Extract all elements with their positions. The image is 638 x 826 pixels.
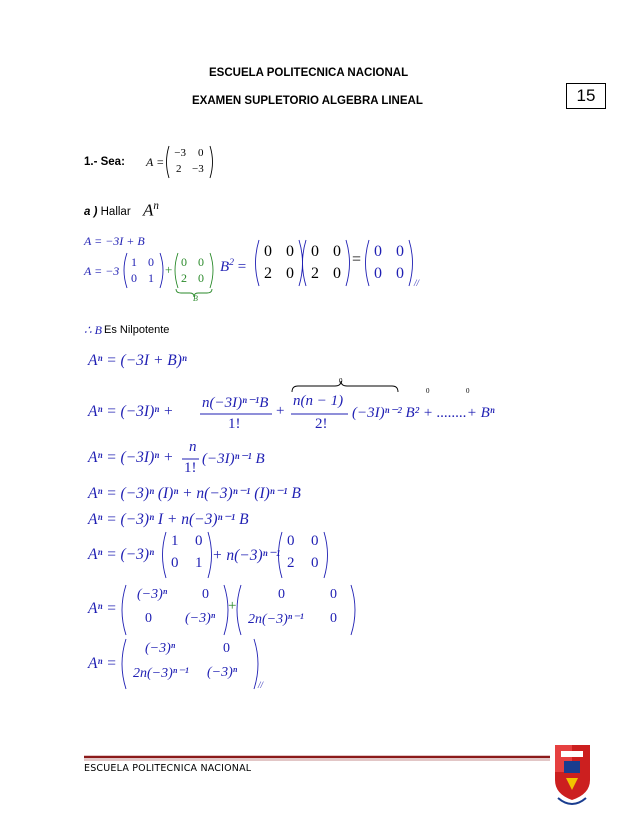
step-6-b: 0 0 2 0 bbox=[287, 533, 319, 571]
step-2-den1: 1! bbox=[228, 416, 241, 432]
step-7-plus: + bbox=[228, 598, 237, 614]
paren bbox=[210, 253, 213, 288]
step-2-num1: n(−3I)ⁿ⁻¹B bbox=[202, 395, 269, 411]
problem-eq: A = bbox=[146, 155, 165, 169]
end-mark-1: // bbox=[414, 278, 420, 288]
step-7-matrix-2: 0 0 2n(−3)ⁿ⁻¹ 0 bbox=[248, 587, 337, 627]
step-7-matrix-1: (−3)ⁿ 0 0 (−3)ⁿ bbox=[137, 587, 216, 626]
paren bbox=[163, 532, 167, 578]
step-3-num: n bbox=[189, 439, 197, 455]
paren bbox=[279, 532, 283, 578]
paren bbox=[237, 585, 241, 635]
zero-over-b2: 0 bbox=[426, 387, 430, 395]
paren bbox=[210, 146, 213, 178]
step-2-lhs: Aⁿ = (−3I)ⁿ + bbox=[88, 403, 174, 420]
step-8-matrix: (−3)ⁿ 0 2n(−3)ⁿ⁻¹ (−3)ⁿ bbox=[133, 641, 238, 681]
paren bbox=[409, 240, 413, 286]
step-3-den: 1! bbox=[184, 460, 197, 476]
paren bbox=[175, 253, 178, 288]
paren bbox=[256, 240, 260, 286]
plus-sign: + bbox=[165, 262, 173, 277]
step-8-lhs: Aⁿ = bbox=[88, 655, 117, 672]
paren bbox=[224, 585, 228, 635]
step-2-plus: + bbox=[276, 403, 285, 419]
b-matrix-small: 0 0 2 0 bbox=[181, 255, 204, 285]
paren bbox=[324, 532, 328, 578]
paren bbox=[299, 240, 303, 286]
footer-text: ESCUELA POLITECNICA NACIONAL bbox=[84, 763, 252, 774]
step-5: Aⁿ = (−3)ⁿ I + n(−3)ⁿ⁻¹ B bbox=[88, 511, 249, 528]
paren bbox=[208, 532, 212, 578]
exam-title: EXAMEN SUPLETORIO ALGEBRA LINEAL bbox=[192, 95, 423, 107]
step-4: Aⁿ = (−3)ⁿ (I)ⁿ + n(−3)ⁿ⁻¹ (I)ⁿ⁻¹ B bbox=[88, 485, 301, 502]
step-2-den2: 2! bbox=[315, 416, 328, 432]
page-number: 15 bbox=[566, 83, 606, 109]
paren bbox=[346, 240, 350, 286]
identity-matrix-small: 1 0 0 1 bbox=[131, 255, 154, 285]
zero-over-bn: 0 bbox=[466, 387, 470, 395]
b-squared-lhs: $B^2$ = bbox=[220, 257, 247, 275]
step-6-identity: 1 0 0 1 bbox=[171, 533, 203, 571]
paren bbox=[124, 253, 127, 288]
part-a-heading: a ) Hallar bbox=[84, 206, 131, 218]
step-2-num2: n(n − 1) bbox=[293, 393, 344, 409]
decomp-line1: A = −3I + B bbox=[84, 234, 145, 248]
step-6-mid: + n(−3)ⁿ⁻¹ bbox=[212, 547, 281, 564]
paren bbox=[366, 240, 370, 286]
step-3-tail: (−3I)ⁿ⁻¹ B bbox=[202, 451, 265, 467]
decomp-line2: A = −3 bbox=[84, 264, 120, 278]
step-2-tail: (−3I)ⁿ⁻² B² + ........+ Bⁿ bbox=[352, 405, 495, 421]
therefore-b: ∴ B bbox=[84, 323, 102, 337]
step-1: Aⁿ = (−3I + B)ⁿ bbox=[88, 352, 187, 369]
b-sq-matrix-2: 0 0 2 0 bbox=[311, 243, 341, 282]
school-heading: ESCUELA POLITECNICA NACIONAL bbox=[209, 67, 409, 79]
paren bbox=[254, 639, 258, 689]
paren bbox=[160, 253, 163, 288]
paren bbox=[351, 585, 355, 635]
paren bbox=[122, 585, 126, 635]
end-mark-2: // bbox=[258, 680, 264, 690]
nilpotent-text: Es Nilpotente bbox=[104, 324, 170, 336]
paren bbox=[167, 146, 170, 178]
part-a-power: $A^n$ bbox=[143, 200, 159, 220]
step-3-lhs: Aⁿ = (−3I)ⁿ + bbox=[88, 449, 174, 466]
epn-crest-icon bbox=[555, 745, 590, 804]
b-underbrace-label: B bbox=[193, 294, 198, 303]
zero-over-brace: 0 bbox=[339, 377, 343, 385]
overbrace bbox=[292, 381, 398, 392]
paren bbox=[122, 639, 126, 689]
step-6-lhs: Aⁿ = (−3)ⁿ bbox=[88, 546, 154, 563]
problem-label: 1.- Sea: bbox=[84, 156, 125, 168]
b-sq-matrix-1: 0 0 2 0 bbox=[264, 243, 294, 282]
paren bbox=[303, 240, 307, 286]
b-sq-equals: = bbox=[352, 251, 362, 268]
underbrace bbox=[176, 289, 212, 297]
step-7-lhs: Aⁿ = bbox=[88, 600, 117, 617]
zero-matrix: 0 0 0 0 bbox=[374, 243, 404, 282]
